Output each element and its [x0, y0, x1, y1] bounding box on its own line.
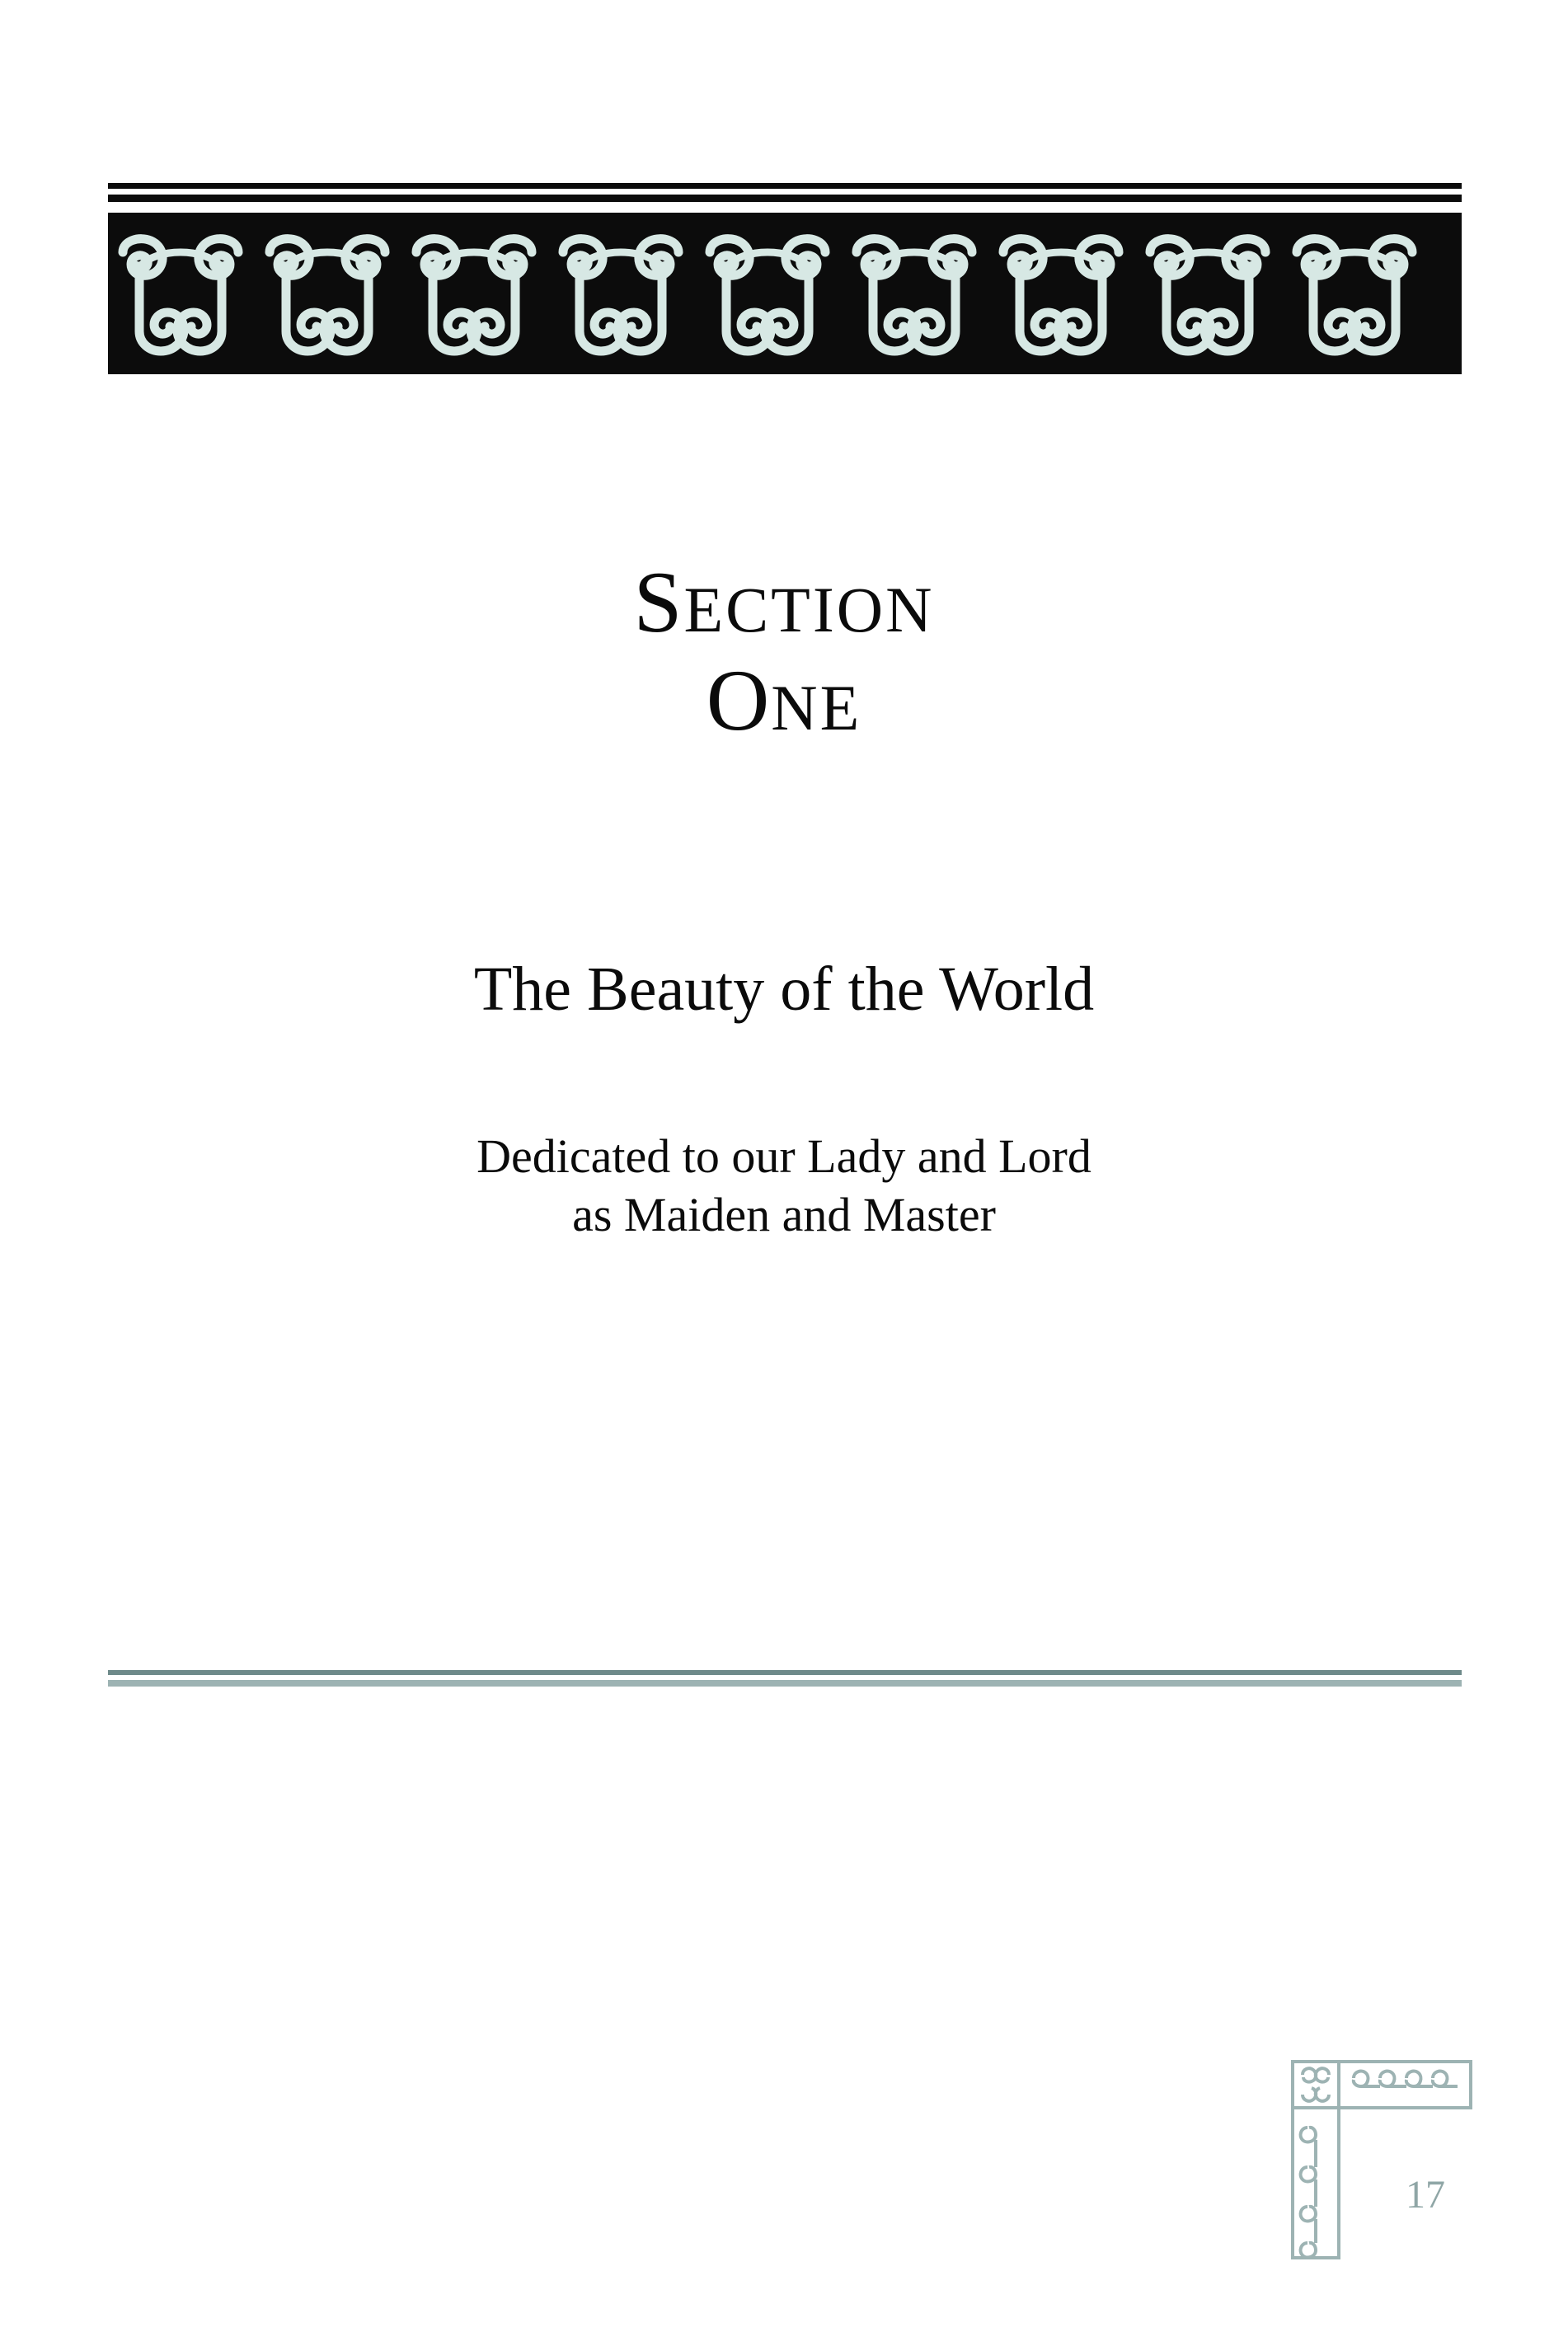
scrollwork-border-band: [108, 213, 1462, 374]
dedication-block: [0, 1128, 1568, 1245]
section-heading-line-1: [0, 554, 1568, 652]
section-heading-line-1-rest: ECTION: [683, 574, 935, 645]
dedication-line-1: Dedicated to our Lady and Lord: [477, 1129, 1091, 1183]
page-title: The Beauty of the World: [473, 955, 1095, 1024]
dedication-line-2: as Maiden and Master: [572, 1187, 996, 1241]
section-heading-line-2-rest: NE: [771, 671, 862, 744]
scrollwork-band-svg: [108, 213, 1462, 374]
top-rule-1: [108, 183, 1462, 189]
top-rule-group: [108, 183, 1462, 202]
top-rule-2: [108, 195, 1462, 202]
bottom-rule-2: [108, 1680, 1462, 1687]
section-heading-line-2-lead: O: [706, 651, 772, 748]
folio-ornament-group: [1288, 2057, 1477, 2263]
section-heading: [0, 554, 1568, 749]
section-heading-line-1-lead: S: [633, 554, 684, 650]
corner-scroll-ornament-icon: [1288, 2057, 1477, 2263]
section-heading-line-2: [0, 652, 1568, 750]
top-rule-gap: [108, 189, 1462, 195]
bottom-rule-group: [108, 1670, 1462, 1687]
page-number: 17: [1406, 2173, 1445, 2217]
